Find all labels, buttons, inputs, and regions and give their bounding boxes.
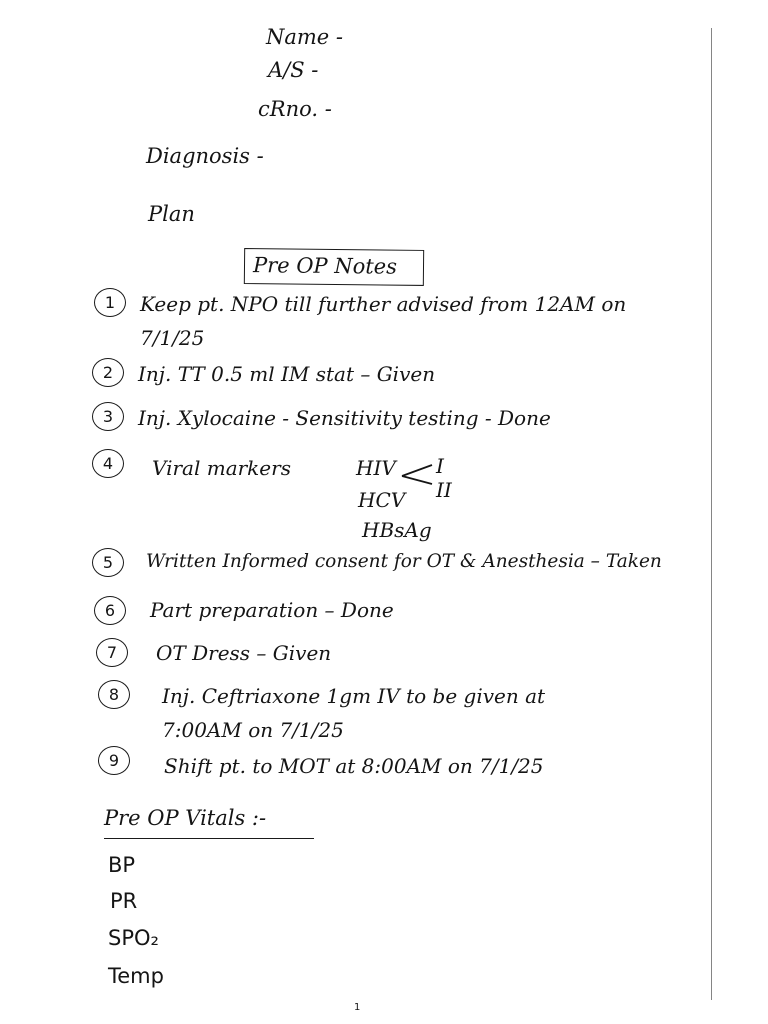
note-number-9: 9 [98,746,130,775]
crno-field: cRno. - [258,97,332,121]
marker-hiv: HIV [356,456,396,480]
vitals-title: Pre OP Vitals :- [104,806,267,830]
note-1-line-2: 7/1/25 [140,326,205,350]
as-field: A/S - [268,58,319,82]
note-number-1: 1 [94,288,126,317]
note-5-line-1: Written Informed consent for OT & Anesthesia – Taken [146,551,662,572]
marker-hbsag: HBsAg [362,518,432,542]
note-number-4: 4 [92,449,124,478]
vital-pr: PR [110,889,138,913]
vital-temp: Temp [108,964,164,988]
note-4-line-1: Viral markers [152,456,291,480]
note-7-line-1: OT Dress – Given [156,641,332,665]
hiv-type-1: I [436,454,444,478]
note-number-7: 7 [96,638,128,667]
notes-title: Pre OP Notes [252,253,398,279]
note-8-line-1: Inj. Ceftriaxone 1gm IV to be given at [162,684,546,708]
note-number-3: 3 [92,402,124,431]
notes-title-box [244,248,424,286]
note-number-6: 6 [94,596,126,625]
note-number-8: 8 [98,680,130,709]
note-8-line-2: 7:00AM on 7/1/25 [162,718,344,742]
diagnosis-field: Diagnosis - [146,144,264,168]
note-9-line-1: Shift pt. to MOT at 8:00AM on 7/1/25 [164,754,544,778]
note-6-line-1: Part preparation – Done [150,598,394,622]
hiv-branch-lines [398,454,468,502]
note-3-line-1: Inj. Xylocaine - Sensitivity testing - Done [138,406,551,430]
page-number: 1 [354,1002,361,1013]
note-number-2: 2 [92,358,124,387]
plan-field: Plan [148,202,195,226]
marker-hcv: HCV [358,488,406,512]
vitals-title-underline [104,838,314,839]
vital-spo2: SPO₂ [108,926,159,950]
note-2-line-1: Inj. TT 0.5 ml IM stat – Given [138,362,436,386]
note-1-line-1: Keep pt. NPO till further advised from 12AM on [140,292,627,316]
name-field: Name - [266,25,344,49]
note-number-5: 5 [92,548,124,577]
hiv-type-2: II [436,478,452,502]
right-margin-line [711,28,712,1000]
vital-bp: BP [108,853,136,877]
